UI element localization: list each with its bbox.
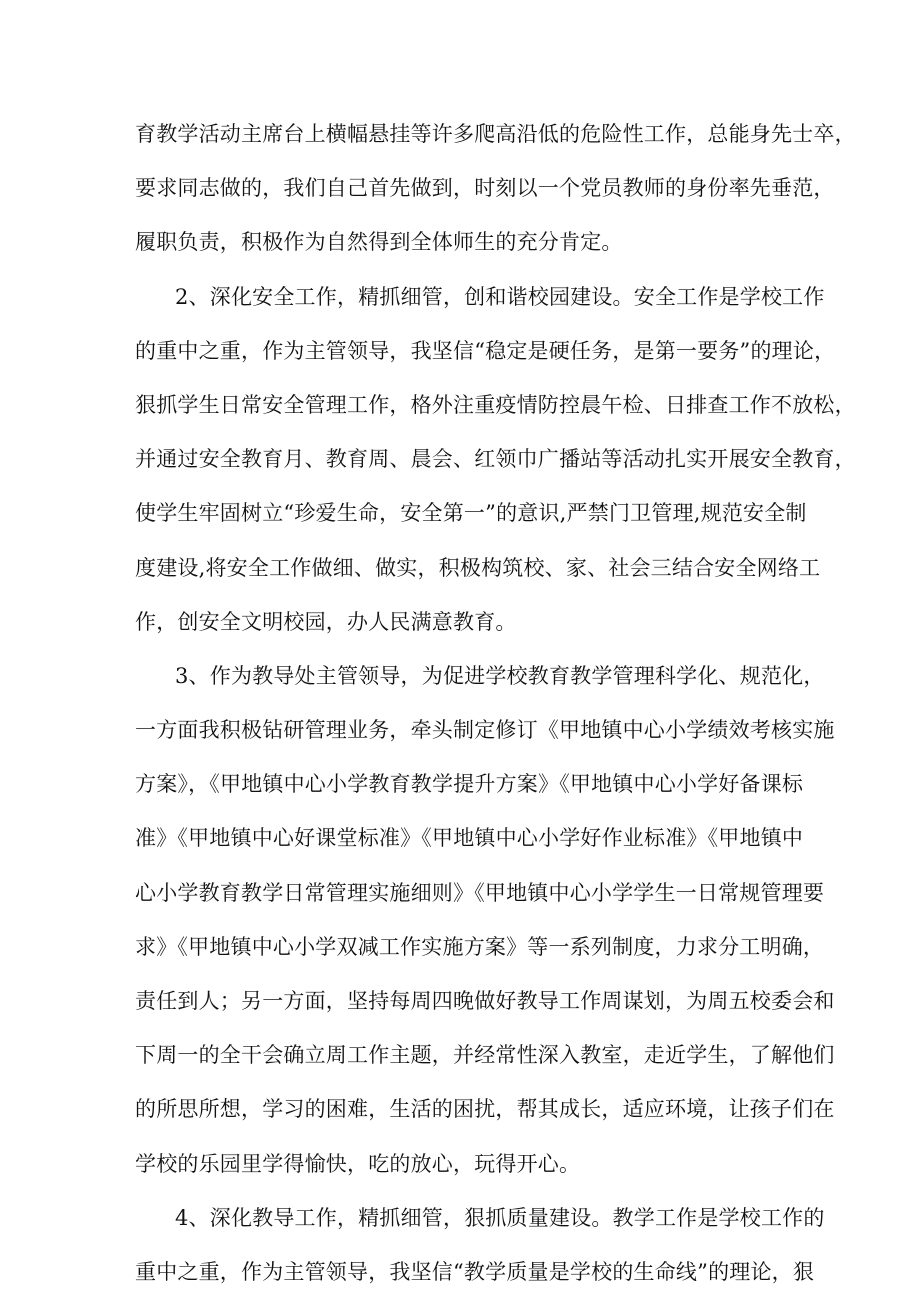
text-line: 求》《甲地镇中心小学双减工作实施方案》等一系列制度，力求分工明确， (135, 934, 825, 959)
text-line: 心小学教育教学日常管理实施细则》《甲地镇中心小学学生一日常规管理要 (135, 880, 825, 905)
text-line: 狠抓学生日常安全管理工作，格外注重疫情防控晨午检、日排查工作不放松， (135, 392, 856, 417)
text-line: 责任到人；另一方面，坚持每周四晚做好教导工作周谋划，为周五校委会和 (135, 989, 835, 1013)
text-line: 育教学活动主席台上横幅悬挂等许多爬高沿低的危险性工作，总能身先士卒， (135, 122, 856, 146)
paragraph-3-first-line: 3、作为教导处主管领导，为促进学校教育教学管理科学化、规范化， (175, 663, 825, 688)
text-line: 重中之重，作为主管领导，我坚信“教学质量是学校的生命线”的理论，狠 (135, 1259, 815, 1284)
text-line: 的所思所想，学习的困难，生活的困扰，帮其成长，适应环境，让孩子们在 (135, 1097, 835, 1122)
text-line: 方案》，《甲地镇中心小学教育教学提升方案》《甲地镇中心小学好备课标 (135, 772, 804, 797)
text-line: 学校的乐园里学得愉快，吃的放心，玩得开心。 (135, 1151, 581, 1176)
text-line: 度建设,将安全工作做细、做实，积极构筑校、家、社会三结合安全网络工 (135, 555, 821, 580)
text-line: 的重中之重，作为主管领导，我坚信“稳定是硬任务，是第一要务”的理论， (135, 338, 836, 363)
text-line: 履职负责，积极作为自然得到全体师生的充分肯定。 (135, 230, 623, 255)
paragraph-4-first-line: 4、深化教导工作，精抓细管，狠抓质量建设。教学工作是学校工作的 (175, 1205, 825, 1230)
text-line: 使学生牢固树立“珍爱生命，安全第一”的意识,严禁门卫管理,规范安全制 (135, 501, 807, 526)
paragraph-2-first-line: 2、深化安全工作，精抓细管，创和谐校园建设。安全工作是学校工作 (175, 284, 825, 309)
text-line: 作，创安全文明校园，办人民满意教育。 (135, 609, 517, 634)
document-body (135, 107, 856, 1299)
text-line: 准》《甲地镇中心好课堂标准》《甲地镇中心小学好作业标准》《甲地镇中 (135, 826, 804, 851)
text-line: 并通过安全教育月、教育周、晨会、红领巾广播站等活动扎实开展安全教育， (135, 447, 856, 472)
text-line: 一方面我积极钻研管理业务，牵头制定修订《甲地镇中心小学绩效考核实施 (135, 718, 835, 743)
text-line: 要求同志做的，我们自己首先做到，时刻以一个党员教师的身份率先垂范， (135, 176, 835, 201)
text-line: 下周一的全干会确立周工作主题，并经常性深入教室，走近学生，了解他们 (135, 1043, 835, 1068)
